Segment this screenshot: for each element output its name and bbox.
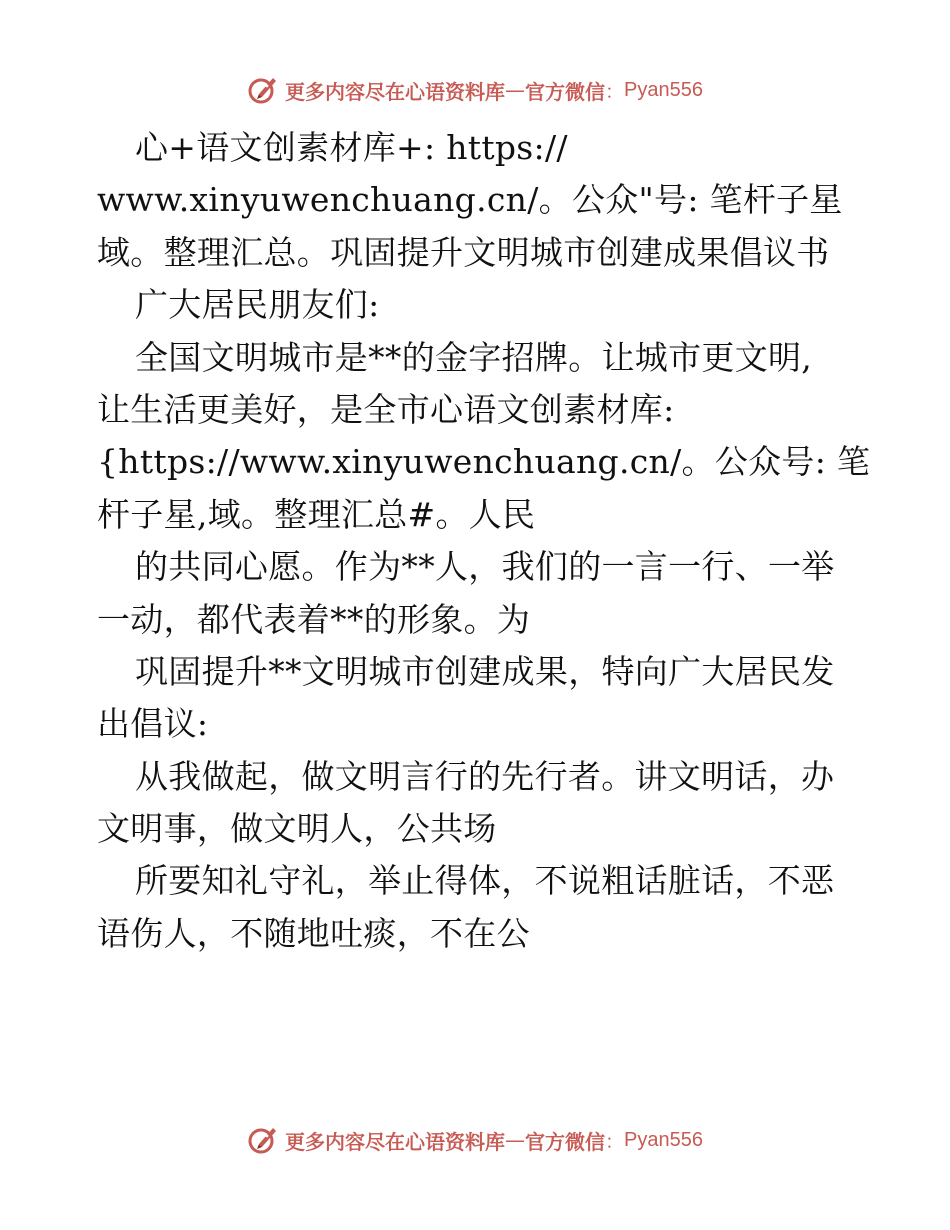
pen-nib-logo-icon	[247, 74, 279, 106]
banner-label: 官方微信	[525, 1129, 605, 1154]
text-line: www.xinyuwenchuang.cn/。公众"号: 笔杆子星	[97, 180, 843, 220]
text-line: 全国文明城市是**的金字招牌。让城市更文明,	[135, 337, 813, 377]
text-line: 域。整理汇总。巩固提升文明城市创建成果倡议书	[97, 232, 830, 272]
text-line: {https://www.xinyuwenchuang.cn/。公众号: 笔	[97, 442, 871, 482]
text-line: 从我做起，做文明言行的先行者。讲文明话，办	[135, 756, 835, 796]
text-line: 的共同心愿。作为**人，我们的一言一行、一举	[135, 547, 835, 587]
banner-title: 更多内容尽在心语资料库	[285, 79, 505, 104]
banner-label: 官方微信	[525, 79, 605, 104]
text-line: 让生活更美好，是全市心语文创素材库:	[97, 389, 675, 429]
banner-separator: ：	[605, 80, 625, 103]
text-line: 所要知礼守礼，举止得体，不说粗话脏话，不恶	[135, 861, 835, 901]
banner-dash: —	[505, 78, 525, 102]
text-line: 心+语文创素材库+: https://	[135, 128, 568, 167]
text-line: 语伤人，不随地吐痰，不在公	[97, 913, 530, 953]
pen-nib-logo-icon	[247, 1124, 279, 1156]
text-line: 巩固提升**文明城市创建成果，特向广大居民发	[135, 651, 835, 691]
banner-wechat-id: Pyan556	[624, 1128, 703, 1151]
banner-wechat-id: Pyan556	[624, 78, 703, 101]
text-line: 一动，都代表着**的形象。为	[97, 599, 531, 639]
banner-title: 更多内容尽在心语资料库	[285, 1129, 505, 1154]
text-line: 广大居民朋友们:	[135, 285, 380, 325]
text-line: 出倡议:	[97, 704, 209, 744]
footer-banner	[0, 1120, 950, 1160]
text-line: 杆子星,域。整理汇总#。人民	[97, 494, 536, 534]
document-body	[97, 122, 871, 960]
header-banner	[0, 70, 950, 110]
banner-separator: ：	[605, 1130, 625, 1153]
banner-dash: —	[505, 1128, 525, 1152]
text-line: 文明事，做文明人，公共场	[97, 809, 497, 849]
